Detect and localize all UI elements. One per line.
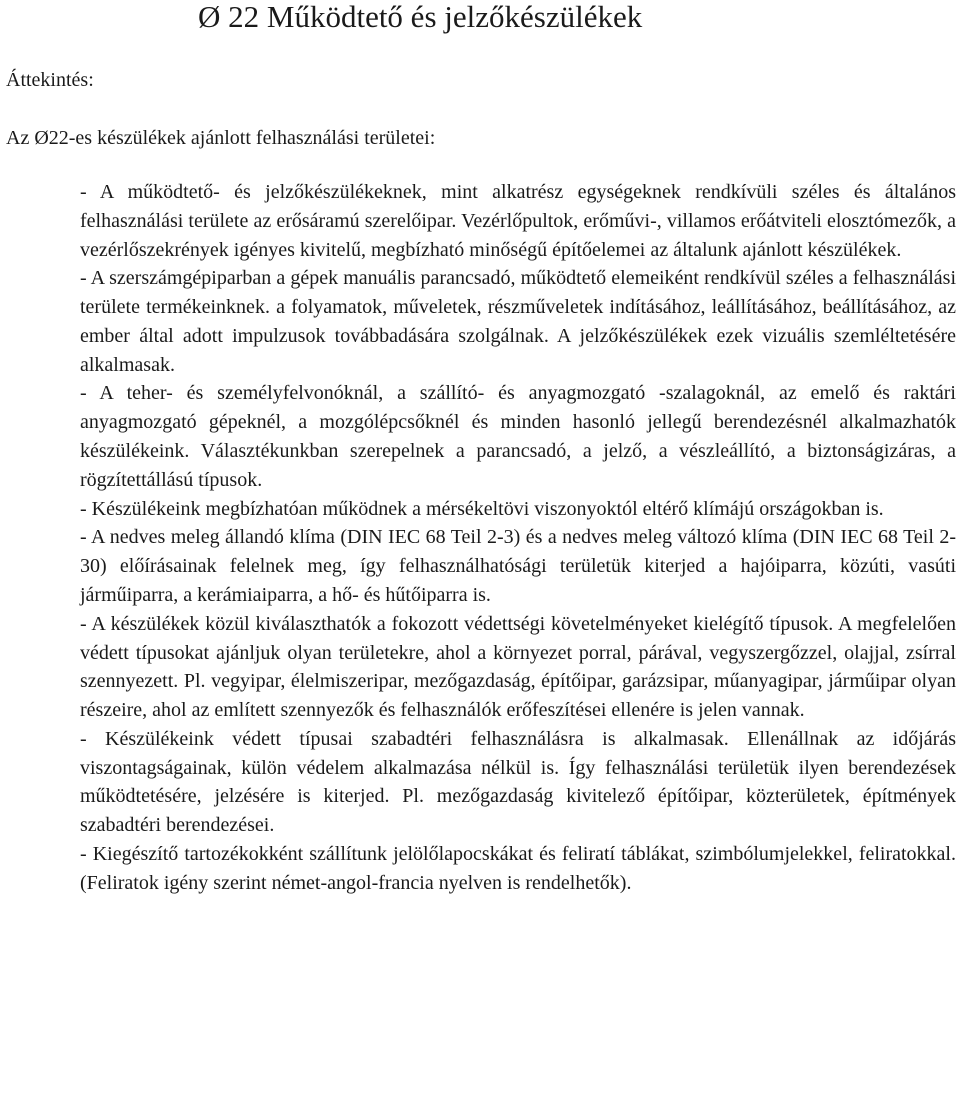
paragraph: - Kiegészítő tartozékokként szállítunk jelölőlapocskákat és feliratí táblákat, szimbólumjelekkel, feliratokkal. (Feliratok igény szerint német-angol-francia nyelven is rendelhetők).: [80, 842, 956, 894]
paragraph: - A szerszámgépiparban a gépek manuális parancsadó, működtető elemeiként rendkívül széles a felhasználási területe termékeinknek. a folyamatok, műveletek, részműveletek indításához, leállításához, beállításához, az ember által adott impulzusok továbbadására szolgálnak. A jelzőkészülékek ezek vizuális szemléltetésére alkalmasak.: [80, 267, 956, 376]
body-text: [80, 178, 956, 898]
paragraph: - A nedves meleg állandó klíma (DIN IEC 68 Teil 2-3) és a nedves meleg változó klíma (DIN IEC 68 Teil 2-30) előírásainak felelnek meg, így felhasználhatósági területük kiterjed a hajóiparra, közúti, vasúti járműiparra, a kerámiaiparra, a hő- és hűtőiparra is.: [80, 526, 956, 606]
paragraph: - Készülékeink megbízhatóan működnek a mérsékeltövi viszonyoktól eltérő klímájú országokban is.: [80, 497, 884, 520]
overview-heading: Áttekintés:: [6, 69, 94, 91]
page-title: Ø 22 Működtető és jelzőkészülékek: [198, 0, 643, 34]
paragraph: - A készülékek közül kiválaszthatók a fokozott védettségi követelményeket kielégítő típusok. A megfelelően védett típusokat ajánljuk olyan területekre, ahol a környezet porral, párával, vegyszergőzzel, olajjal, zsírral szennyezett. Pl. vegyipar, élelmiszeripar, mezőgazdaság, építőipar, garázsipar, műanyagipar, járműipar olyan részeire, ahol az említett szennyezők és felhasználók erőfeszítései ellenére is jelen vannak.: [80, 612, 956, 722]
paragraph: - A működtető- és jelzőkészülékeknek, mint alkatrész egységeknek rendkívüli széles és általános felhasználási területe az erősáramú szerelőipar. Vezérlőpultok, erőművi-, villamos erőátviteli elosztómezők, a vezérlőszekrények igényes kivitelű, megbízható minőségű építőelemei az általunk ajánlott készülékek.: [80, 181, 956, 261]
intro-line: Az Ø22-es készülékek ajánlott felhasználási területei:: [6, 127, 436, 149]
paragraph: - Készülékeink védett típusai szabadtéri felhasználásra is alkalmasak. Ellenállnak az időjárás viszontagságainak, külön védelem alkalmazása nélkül is. Így felhasználási területük ilyen berendezések működtetésére, jelzésére is kiterjed. Pl. mezőgazdaság kivitelező építőipar, közterületek, építmények szabadtéri berendezései.: [80, 727, 956, 837]
paragraph: - A teher- és személyfelvonóknál, a szállító- és anyagmozgató -szalagoknál, az emelő és raktári anyagmozgató gépeknél, a mozgólépcsőknél és minden hasonló jellegű berendezésnél alkalmazhatók készülékeink. Választékunkban szerepelnek a parancsadó, a jelző, a vészleállító, a biztonságizáras, a rögzítettállású típusok.: [80, 382, 956, 491]
